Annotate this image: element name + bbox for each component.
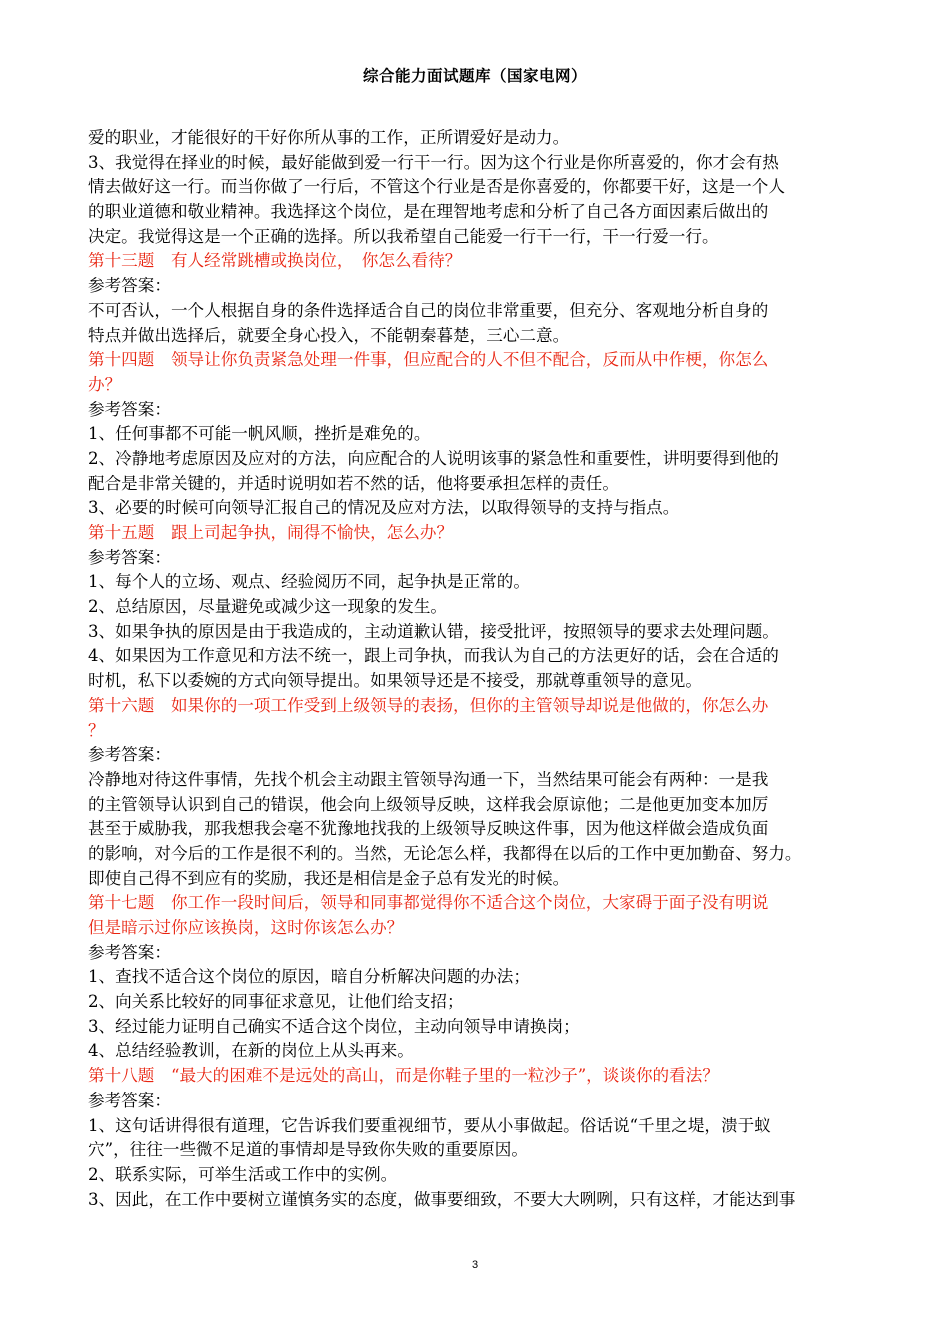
text-line: 2、冷静地考虑原因及应对的方法，向应配合的人说明该事的紧急性和重要性，讲明要得到他的 [88, 448, 779, 468]
question-line: ？ [88, 720, 105, 740]
text-line: 的职业道德和敬业精神。我选择这个岗位，是在理智地考虑和分析了自己各方面因素后做出的 [88, 202, 769, 222]
text-line: 参考答案： [88, 745, 171, 765]
question-line: 第十六题 如果你的一项工作受到上级领导的表扬，但你的主管领导却说是他做的，你怎么办 [88, 695, 769, 715]
text-line: 冷静地对待这件事情，先找个机会主动跟主管领导沟通一下，当然结果可能会有两种：一是我 [88, 769, 769, 789]
document-body [88, 126, 864, 1212]
text-line: 参考答案： [88, 1090, 171, 1110]
text-line: 1、查找不适合这个岗位的原因，暗自分析解决问题的办法； [88, 967, 530, 987]
text-line: 配合是非常关键的，并适时说明如若不然的话，他将要承担怎样的责任。 [88, 473, 619, 493]
text-line: 情去做好这一行。而当你做了一行后，不管这个行业是否是你喜爱的，你都要干好，这是一个人 [88, 177, 785, 197]
text-line: 3、经过能力证明自己确实不适合这个岗位，主动向领导申请换岗； [88, 1016, 580, 1036]
text-line: 4、总结经验教训，在新的岗位上从头再来。 [88, 1041, 414, 1061]
text-line: 2、联系实际，可举生活或工作中的实例。 [88, 1164, 398, 1184]
text-line: 4、如果因为工作意见和方法不统一，跟上司争执，而我认为自己的方法更好的话，会在合适的 [88, 646, 779, 666]
text-line: 3、必要的时候可向领导汇报自己的情况及应对方法，以取得领导的支持与指点。 [88, 498, 680, 518]
page-header-title: 综合能力面试题库（国家电网） [362, 67, 587, 85]
text-line: 参考答案： [88, 942, 171, 962]
text-line: 的影响，对今后的工作是很不利的。当然，无论怎么样，我都得在以后的工作中更加勤奋、努力。 [88, 843, 802, 863]
text-line: 2、总结原因，尽量避免或减少这一现象的发生。 [88, 597, 448, 617]
text-line: 参考答案： [88, 276, 171, 296]
text-line: 3、因此，在工作中要树立谨慎务实的态度，做事要细致，不要大大咧咧，只有这样，才能达到事 [88, 1189, 796, 1209]
question-line: 办？ [88, 374, 122, 394]
text-line: 的主管领导认识到自己的错误，他会向上级领导反映，这样我会原谅他；二是他更加变本加厉 [88, 794, 769, 814]
text-line: 决定。我觉得这是一个正确的选择。所以我希望自己能爱一行干一行，干一行爱一行。 [88, 226, 719, 246]
question-line: 第十四题 领导让你负责紧急处理一件事，但应配合的人不但不配合，反而从中作梗，你怎么 [88, 350, 769, 370]
text-line: 爱的职业，才能很好的干好你所从事的工作，正所谓爱好是动力。 [88, 128, 570, 147]
text-line: 不可否认，一个人根据自身的条件选择适合自己的岗位非常重要，但充分、客观地分析自身的 [88, 300, 769, 320]
text-line: 参考答案： [88, 547, 171, 567]
text-line: 1、这句话讲得很有道理，它告诉我们要重视细节，要从小事做起。俗话说“千里之堤，溃于蚁 [88, 1115, 771, 1135]
question-line: 第十八题 “最大的困难不是远处的高山，而是你鞋子里的一粒沙子”，谈谈你的看法？ [88, 1066, 719, 1086]
text-line: 穴”，往往一些微不足道的事情却是导致你失败的重要原因。 [88, 1140, 528, 1160]
question-line: 第十七题 你工作一段时间后，领导和同事都觉得你不适合这个岗位，大家碍于面子没有明说 [88, 893, 769, 913]
question-line: 第十三题 有人经常跳槽或换岗位， 你怎么看待？ [88, 251, 462, 271]
text-line: 特点并做出选择后，就要全身心投入，不能朝秦暮楚，三心二意。 [88, 325, 570, 345]
text-line: 1、任何事都不可能一帆风顺，挫折是难免的。 [88, 424, 431, 444]
text-line: 甚至于威胁我，那我想我会毫不犹豫地找我的上级领导反映这件事，因为他这样做会造成负面 [88, 819, 769, 839]
question-line: 第十五题 跟上司起争执，闹得不愉快，怎么办？ [88, 523, 454, 542]
question-line: 但是暗示过你应该换岗，这时你该怎么办？ [88, 918, 404, 937]
text-line: 3、如果争执的原因是由于我造成的，主动道歉认错，接受批评，按照领导的要求去处理问题。 [88, 621, 779, 641]
text-line: 2、向关系比较好的同事征求意见，让他们给支招； [88, 992, 464, 1012]
page-number: 3 [471, 1259, 479, 1271]
text-line: 参考答案： [88, 399, 171, 419]
text-line: 即使自己得不到应有的奖励，我还是相信是金子总有发光的时候。 [88, 868, 570, 888]
text-line: 3、我觉得在择业的时候，最好能做到爱一行干一行。因为这个行业是你所喜爱的，你才会有热 [88, 152, 779, 172]
text-line: 1、每个人的立场、观点、经验阅历不同，起争执是正常的。 [88, 572, 530, 592]
text-line: 时机，私下以委婉的方式向领导提出。如果领导还是不接受，那就尊重领导的意见。 [88, 671, 702, 691]
